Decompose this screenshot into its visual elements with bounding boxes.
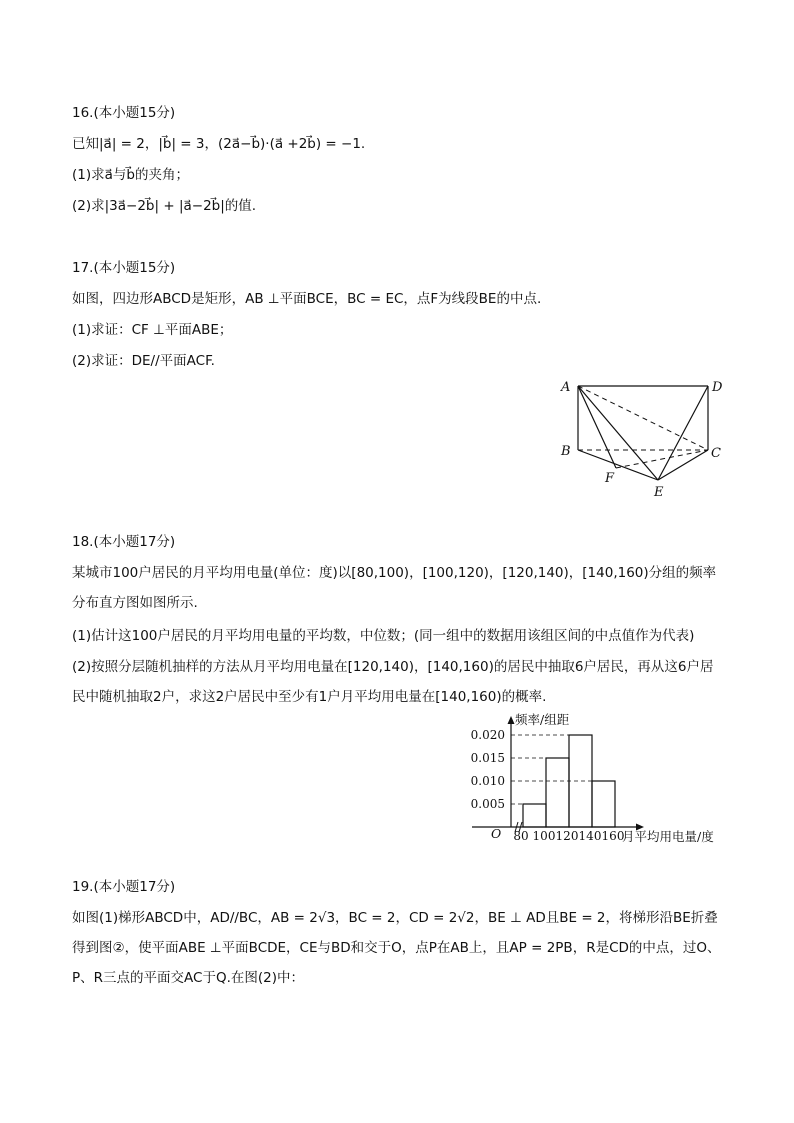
q17-title: 17.(本小题15分) (72, 260, 176, 276)
y-axis-title: 频率/组距 (515, 712, 570, 727)
q19-stem: 如图(1)梯形ABCD中，AD//BC，AB = 2√3，BC = 2，CD = 2√2，BE ⊥ AD且BE = 2，将梯形沿BE折叠得到图②，使平面ABE ⊥平面BCDE，CE与BD和交于O，点P在AB上，且AP = 2PB，R是CD的中点，过O、P、R三点的平面交AC于Q.在图(2)中： (72, 910, 721, 986)
q18-part2: (2)按照分层随机抽样的方法从月平均用电量在[120,140)，[140,160)的居民中抽取6户居民，再从这6户居民中随机抽取2户，求这2户居民中至少有1户月平均用电量在[140,160)的概率. (72, 659, 714, 705)
histogram-bar (523, 804, 546, 827)
y-tick-label: 0.020 (470, 728, 505, 742)
y-tick-label: 0.010 (470, 774, 505, 788)
x-axis-title: 月平均用电量/度 (622, 829, 714, 844)
label-d: D (712, 380, 723, 395)
q18-title: 18.(本小题17分) (72, 534, 176, 550)
q16-part2: (2)求|3a⃗−2b⃗| + |a⃗−2b⃗|的值. (72, 198, 257, 214)
y-axis-arrow (508, 716, 515, 724)
q16-stem: 已知|a⃗| = 2，|b⃗| = 3，(2a⃗−b⃗)·(a⃗ +2b⃗) = −1. (72, 136, 366, 152)
q17-part1: (1)求证：CF ⊥平面ABE； (72, 322, 233, 338)
label-c: C (711, 446, 721, 461)
y-tick-label: 0.005 (470, 797, 505, 811)
q16-title: 16.(本小题15分) (72, 105, 176, 121)
edge-ae (578, 386, 658, 480)
edge-af (578, 386, 616, 468)
histogram-bar (546, 758, 569, 827)
x-tick-label: 140 (578, 829, 602, 843)
edge-fc-dashed (616, 450, 708, 468)
x-tick-label: 160 (601, 829, 625, 843)
q18-part1: (1)估计这100户居民的月平均用电量的平均数，中位数；(同一组中的数据用该组区间的中点值作为代表) (72, 628, 695, 644)
q18-histogram (460, 708, 730, 848)
x-tick-label: 100 (532, 829, 556, 843)
histogram-bar (592, 781, 615, 827)
q18-stem: 某城市100户居民的月平均用电量(单位：度)以[80,100)，[100,120)，[120,140)，[140,160)分组的频率分布直方图如图所示. (72, 565, 717, 611)
x-tick-label: 120 (555, 829, 579, 843)
q16-part1: (1)求a⃗与b⃗的夹角； (72, 167, 189, 183)
label-a: A (561, 380, 571, 395)
y-tick-label: 0.015 (470, 751, 505, 765)
label-b: B (561, 444, 571, 459)
edge-de (658, 386, 708, 480)
q17-stem: 如图，四边形ABCD是矩形，AB ⊥平面BCE，BC = EC，点F为线段BE的中点. (72, 291, 542, 307)
q19-title: 19.(本小题17分) (72, 879, 176, 895)
label-e: E (654, 485, 664, 500)
x-tick-label: 80 (513, 829, 529, 843)
q17-figure (550, 370, 740, 505)
label-f: F (605, 471, 615, 486)
origin-label: O (491, 826, 502, 841)
q17-part2: (2)求证：DE//平面ACF. (72, 353, 215, 369)
edge-ac-dashed (578, 386, 708, 450)
